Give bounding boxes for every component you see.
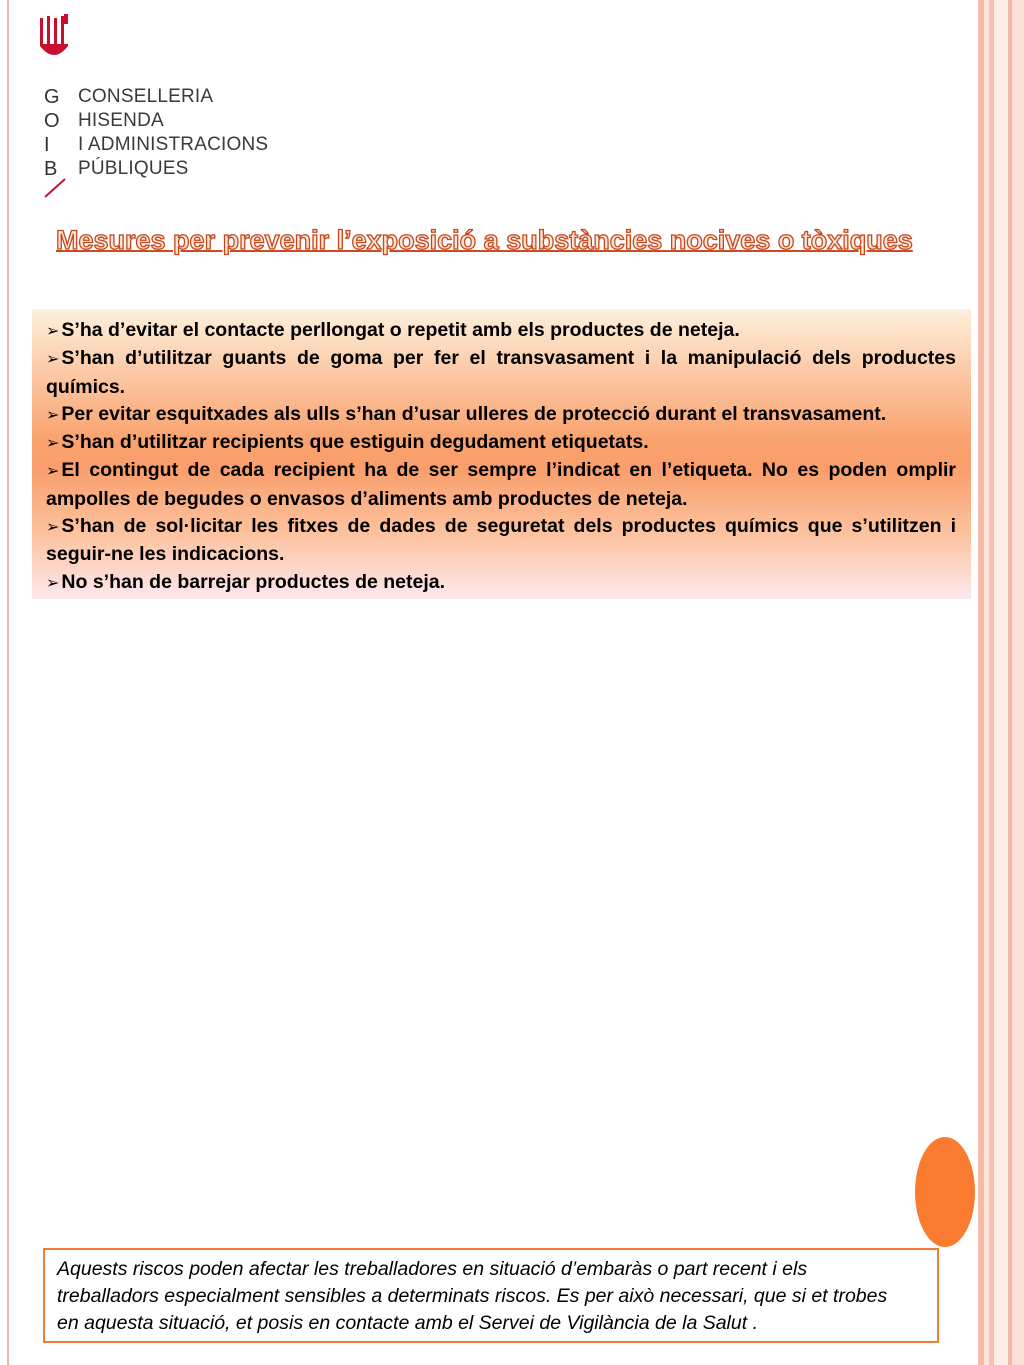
list-item: ➢ S’han d’utilitzar guants de goma per fer el transvasament i la manipulació dels productes químics.: [46, 347, 956, 398]
arrow-bullet-icon: ➢: [46, 351, 60, 369]
note-text: Aquests riscos poden afectar les treballadores en situació d’embaràs o part recent i els treballadors especialment sensibles a determinats riscos. Es per això necessari, que si et trobes en aquesta situació, et posis en contacte amb el Servei de Vigilància de la Salut .: [57, 1258, 888, 1334]
logo-letters: [44, 85, 68, 181]
logo-letter: I: [44, 134, 50, 156]
arrow-bullet-icon: ➢: [46, 574, 60, 592]
logo-line: CONSELLERIA: [78, 86, 214, 107]
logo-text: [78, 85, 318, 181]
left-border-line: [7, 0, 9, 1365]
list-item: ➢ El contingut de cada recipient ha de ser sempre l’indicat en l’etiqueta. No es poden omplir ampolles de begudes o envasos d’aliments amb productes de neteja.: [46, 459, 956, 510]
logo-letter: G: [44, 86, 60, 108]
arrow-bullet-icon: ➢: [46, 406, 60, 424]
logo-line: HISENDA: [78, 110, 164, 131]
list-item: ➢ S’han d’utilitzar recipients que estiguin degudament etiquetats.: [46, 431, 649, 454]
arrow-bullet-icon: ➢: [46, 435, 60, 453]
page-title: Mesures per prevenir l’exposició a substàncies nocives o tòxiques: [56, 225, 913, 255]
list-item: ➢ S’ha d’evitar el contacte perllongat o repetit amb els productes de neteja.: [46, 319, 740, 341]
arrow-bullet-icon: ➢: [46, 519, 60, 537]
list-item: ➢ Per evitar esquitxades als ulls s’han d’usar ulleres de protecció durant el transvasament.: [46, 402, 887, 425]
list-item: ➢ No s’han de barrejar productes de neteja.: [46, 570, 446, 593]
measures-list: [46, 317, 956, 597]
logo-line: PÚBLIQUES: [78, 158, 189, 179]
logo-line: I ADMINISTRACIONS: [78, 134, 269, 155]
logo-letter: B: [44, 158, 58, 180]
list-item: ➢ S’han de sol·licitar les fitxes de dades de seguretat dels productes químics que s’utilitzen i seguir-ne les indicacions.: [46, 515, 956, 566]
decorative-orange-oval: [915, 1137, 975, 1247]
arrow-bullet-icon: ➢: [46, 463, 60, 481]
arrow-bullet-icon: ➢: [46, 323, 60, 340]
logo-slash-icon: [44, 178, 66, 198]
logo-letter: O: [44, 110, 60, 132]
right-decorative-stripes: [978, 0, 1024, 1365]
goib-emblem-icon: [38, 14, 70, 60]
